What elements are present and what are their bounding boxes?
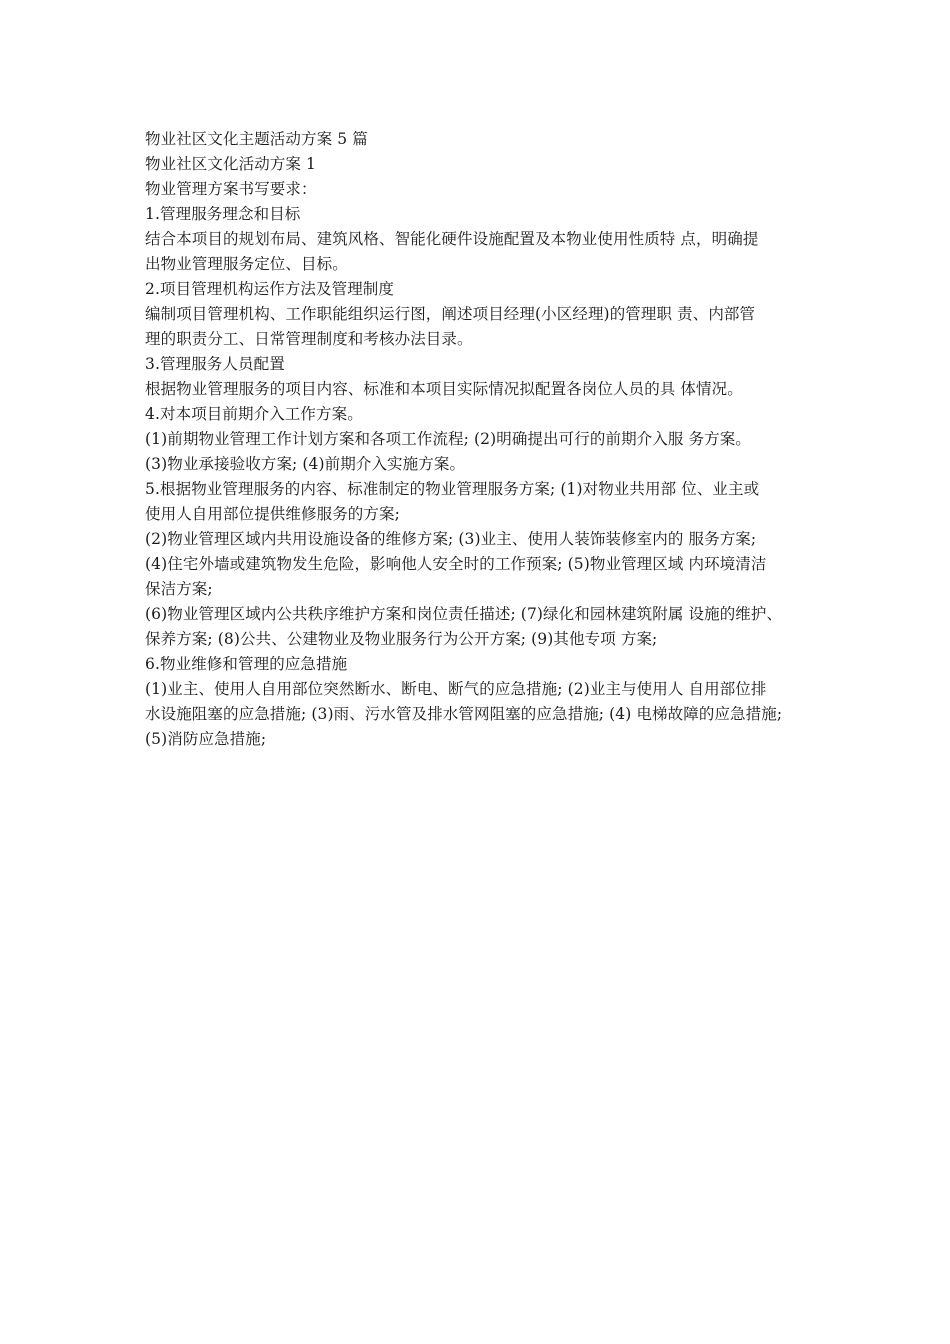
- paragraph-line: 物业管理方案书写要求：: [145, 180, 317, 198]
- document-body: [145, 127, 825, 752]
- paragraph-line: (2)物业管理区域内共用设施设备的维修方案; (3)业主、使用人装饰装修室内的 服务方案;: [145, 530, 757, 548]
- document-title: 物业社区文化主题活动方案 5 篇: [145, 130, 368, 148]
- paragraph-line: (1)前期物业管理工作计划方案和各项工作流程; (2)明确提出可行的前期介入服 务方案。: [145, 430, 751, 448]
- paragraph-line: 使用人自用部位提供维修服务的方案;: [145, 505, 400, 523]
- paragraph-line: (3)物业承接验收方案; (4)前期介入实施方案。: [145, 455, 466, 473]
- paragraph-line: (1)业主、使用人自用部位突然断水、断电、断气的应急措施; (2)业主与使用人 自用部位排: [145, 680, 767, 698]
- item-heading-4: 4.对本项目前期介入工作方案。: [145, 405, 363, 423]
- item-heading-6: 6.物业维修和管理的应急措施: [145, 655, 348, 673]
- item-heading-3: 3.管理服务人员配置: [145, 355, 285, 373]
- item-heading-1: 1.管理服务理念和目标: [145, 205, 301, 223]
- paragraph-line: 编制项目管理机构、工作职能组织运行图，阐述项目经理(小区经理)的管理职 责、内部管: [145, 305, 756, 323]
- item-heading-5: 5.根据物业管理服务的内容、标准制定的物业管理服务方案; (1)对物业共用部 位、业主或: [145, 480, 760, 498]
- paragraph-line: 结合本项目的规划布局、建筑风格、智能化硬件设施配置及本物业使用性质特 点，明确提: [145, 230, 759, 248]
- section-heading: 物业社区文化活动方案 1: [145, 155, 316, 173]
- paragraph-line: 根据物业管理服务的项目内容、标准和本项目实际情况拟配置各岗位人员的具 体情况。: [145, 380, 743, 398]
- paragraph-line: 出物业管理服务定位、目标。: [145, 255, 348, 273]
- paragraph-line: (6)物业管理区域内公共秩序维护方案和岗位责任描述; (7)绿化和园林建筑附属 设施的维护、: [145, 605, 783, 623]
- item-heading-2: 2.项目管理机构运作方法及管理制度: [145, 280, 394, 298]
- paragraph-line: 保养方案; (8)公共、公建物业及物业服务行为公开方案; (9)其他专项 方案;: [145, 630, 658, 648]
- paragraph-line: (5)消防应急措施;: [145, 730, 267, 748]
- paragraph-line: (4)住宅外墙或建筑物发生危险，影响他人安全时的工作预案; (5)物业管理区域 内环境清洁: [145, 555, 767, 573]
- paragraph-line: 理的职责分工、日常管理制度和考核办法目录。: [145, 330, 473, 348]
- paragraph-line: 水设施阻塞的应急措施; (3)雨、污水管及排水管网阻塞的应急措施; (4) 电梯故障的应急措施;: [145, 705, 783, 723]
- paragraph-line: 保洁方案;: [145, 580, 213, 598]
